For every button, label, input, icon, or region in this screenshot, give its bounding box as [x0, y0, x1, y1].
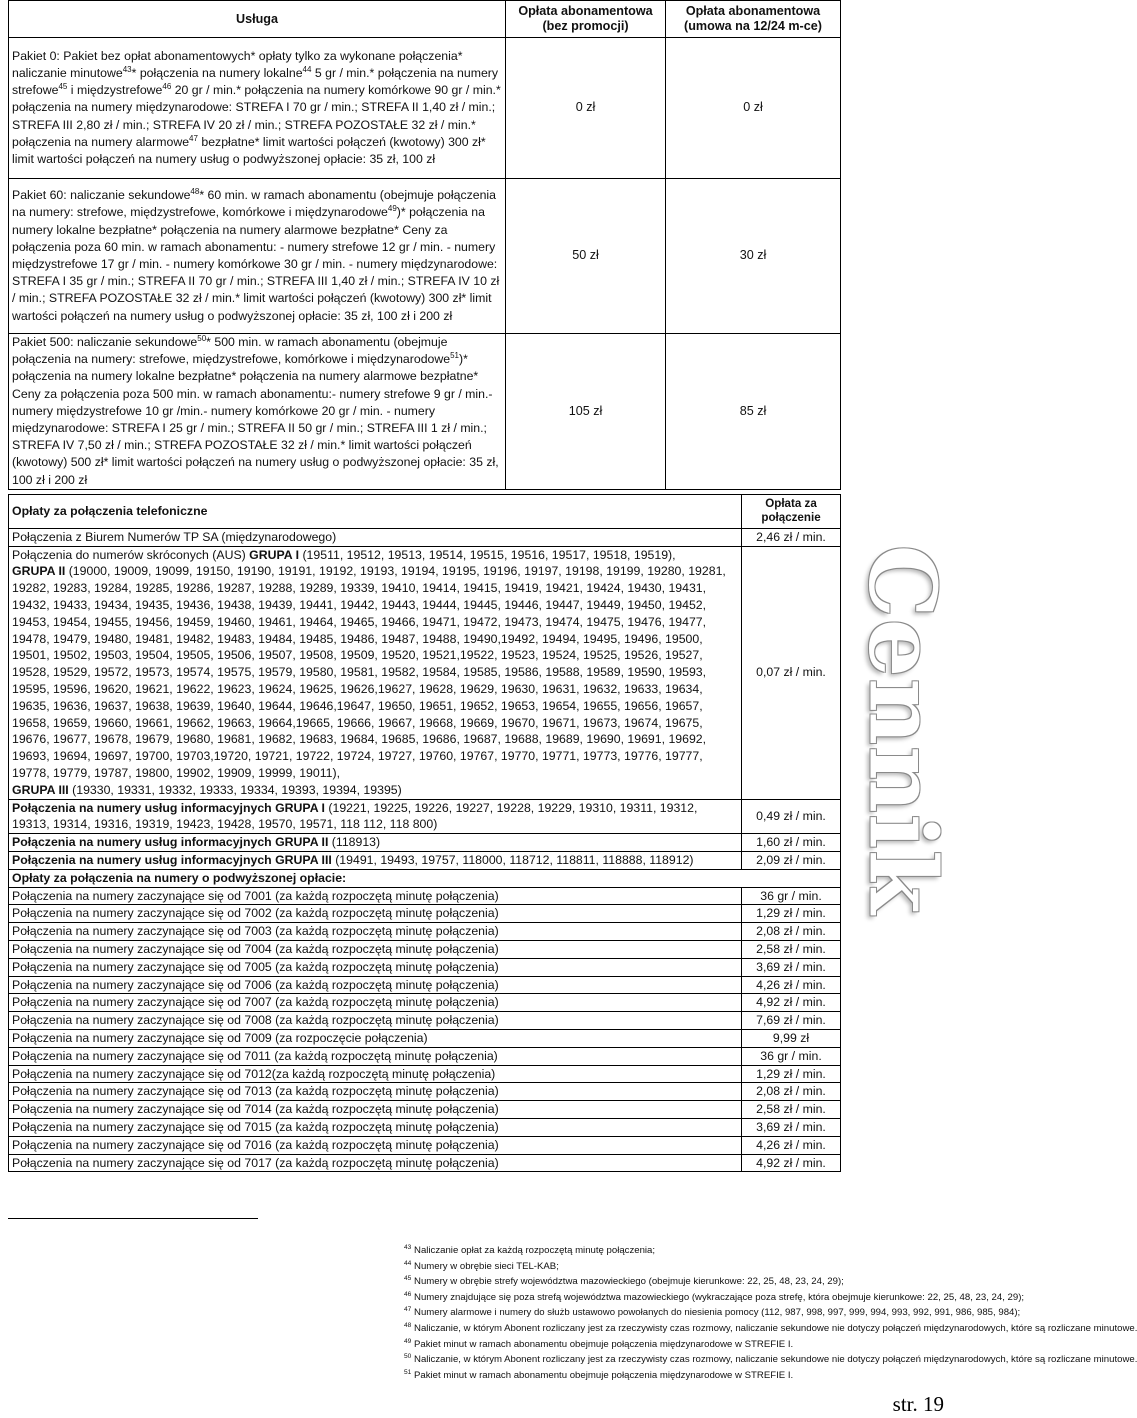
footnote-ref: 43 [122, 64, 132, 74]
premium-number-description: Połączenia na numery zaczynające się od 7007 (za każdą rozpoczętą minutę połączenia) [9, 994, 742, 1012]
footnote-ref: 48 [190, 187, 200, 197]
premium-number-description: Połączenia na numery zaczynające się od 7005 (za każdą rozpoczętą minutę połączenia) [9, 958, 742, 976]
charge-row-info [9, 799, 841, 834]
package-price-contract: 85 zł [666, 334, 841, 490]
package-price-no-promo: 105 zł [506, 334, 666, 490]
info-service-description: Połączenia na numery usług informacyjnych GRUPA I (19221, 19225, 19226, 19227, 19228, 19229, 19310, 19311, 19312, 19313, 19314, 19316, 19319, 19423, 19428, 19570, 19571, 118 112, 118 800) [9, 799, 742, 834]
footnote [404, 1305, 1021, 1321]
charge-price: 0,49 zł / min. [742, 799, 841, 834]
premium-number-description: Połączenia na numery zaczynające się od 7002 (za każdą rozpoczętą minutę połączenia) [9, 905, 742, 923]
footnote [404, 1259, 924, 1275]
premium-number-description: Połączenia na numery zaczynające się od 7004 (za każdą rozpoczętą minutę połączenia) [9, 940, 742, 958]
premium-rate-row [9, 1012, 841, 1030]
cennik-watermark [845, 544, 960, 916]
footnote-text: Numery w obrębie strefy województwa mazowieckiego (obejmuje kierunkowe: 22, 25, 48, 23, 24, 29); [414, 1276, 844, 1288]
premium-rate-row [9, 1101, 841, 1119]
charge-price: 1,60 zł / min. [742, 834, 841, 852]
packages-table [8, 0, 841, 490]
premium-rate-row [9, 1029, 841, 1047]
premium-number-price: 9,99 zł [742, 1029, 841, 1047]
premium-section-header [9, 869, 841, 887]
charge-row-info [9, 851, 841, 869]
premium-number-price: 36 gr / min. [742, 887, 841, 905]
footnotes [404, 1243, 1137, 1383]
footnote-ref: 47 [189, 133, 198, 143]
premium-rate-row [9, 1136, 841, 1154]
package-description [9, 38, 506, 179]
premium-number-price: 4,26 zł / min. [742, 976, 841, 994]
premium-number-price: 7,69 zł / min. [742, 1012, 841, 1030]
premium-number-description: Połączenia na numery zaczynające się od 7012(za każdą rozpoczętą minutę połączenia) [9, 1065, 742, 1083]
premium-number-price: 3,69 zł / min. [742, 1118, 841, 1136]
text-run: 20 gr / min.* połączenia na numery komórkowe 90 gr / min.* połączenia na numery międzynarodowe: STREFA I 70 gr / min.; STREFA II 1,40 zł / min.; STREFA III 2,80 zł / min.; STREFA IV 20 zł / min.; STREFA POZOSTAŁE 32 zł / min.* połączenia na numery alarmowe [12, 83, 501, 149]
footnote-ref: 44 [302, 64, 312, 74]
premium-rate-row [9, 1154, 841, 1172]
text-run: * 60 min. w ramach abonamentu (obejmuje połączenia na numery: strefowe, międzystrefowe, komórkowe i międzynarodowe [12, 188, 496, 220]
call-charges-header [9, 494, 841, 528]
premium-number-description: Połączenia na numery zaczynające się od 7003 (za każdą rozpoczętą minutę połączenia) [9, 923, 742, 941]
premium-rate-row [9, 1065, 841, 1083]
footnote-text: Naliczanie, w którym Abonent rozliczany jest za rzeczywisty czas rozmowy, naliczanie sekundowe nie dotyczy połączeń międzynarodowych, które są rozliczane minutowe. [414, 1354, 1137, 1366]
premium-rate-row [9, 940, 841, 958]
footnote [404, 1352, 1137, 1368]
package-price-no-promo: 0 zł [506, 38, 666, 179]
text-run: Pakiet 500: naliczanie sekundowe [12, 335, 198, 349]
premium-number-description: Połączenia na numery zaczynające się od 7011 (za każdą rozpoczętą minutę połączenia) [9, 1047, 742, 1065]
footnote [404, 1337, 924, 1353]
premium-rate-row [9, 1083, 841, 1101]
premium-number-price: 4,26 zł / min. [742, 1136, 841, 1154]
premium-number-description: Połączenia na numery zaczynające się od 7006 (za każdą rozpoczętą minutę połączenia) [9, 976, 742, 994]
footnote-number: 46 [404, 1290, 412, 1298]
footnote-text: Pakiet minut w ramach abonamentu obejmuje połączenia międzynarodowe w STREFIE I. [414, 1369, 794, 1381]
footnote-number: 47 [404, 1306, 412, 1314]
aus-group-3-label: GRUPA III [12, 782, 69, 797]
footnote-text: Numery alarmowe i numery do służb ustawowo powołanych do niesienia pomocy (112, 987, 998, 997, 999, 994, 993, 992, 991, 986, 985, 984); [414, 1307, 1021, 1319]
text-run: * 500 min. w ramach abonamentu (obejmuje połączenia na numery: strefowe, międzystrefowe, komórkowe i międzynarodowe [12, 335, 451, 367]
packages-table-header [9, 1, 841, 38]
premium-number-price: 4,92 zł / min. [742, 994, 841, 1012]
package-price-no-promo: 50 zł [506, 179, 666, 334]
package-price-contract: 30 zł [666, 179, 841, 334]
footnote-text: Pakiet minut w ramach abonamentu obejmuje połączenia międzynarodowe w STREFIE I. [414, 1338, 794, 1350]
service-column-header: Usługa [9, 1, 506, 38]
footnote-number: 51 [404, 1368, 412, 1376]
premium-rate-rows [9, 887, 841, 1172]
premium-rate-row [9, 905, 841, 923]
charge-row-aus [9, 546, 841, 799]
footnote [404, 1290, 1025, 1306]
premium-rate-row [9, 976, 841, 994]
text-run: )* połączenia na numery lokalne bezpłatne* połączenia na numery alarmowe bezpłatne* Ceny za połączenia poza 500 min. w ramach abonamentu:- numery strefowe 9 gr / min.-numery międzystrefowe 10 gr /min.- numery komórkowe 20 gr / min. - numery międzynarodowe: STREFA I 25 gr / min.; STREFA II 50 gr / min.; STREFA III 1 zł / min.; STREFA IV 7,50 zł / min.; STREFA POZOSTAŁE 32 zł / min.* limit wartości połączeń (kwotowy) 500 zł* limit wartości połączeń na numery usług o podwyższonej opłacie: 35 zł, 100 zł i 200 zł [12, 352, 499, 487]
footnote-number: 44 [404, 1259, 412, 1267]
premium-number-price: 36 gr / min. [742, 1047, 841, 1065]
call-charges-title: Opłaty za połączenia telefoniczne [9, 494, 742, 528]
premium-number-price: 3,69 zł / min. [742, 958, 841, 976]
footnote-text: Numery w obrębie sieci TEL-KAB; [414, 1260, 559, 1272]
premium-number-description: Połączenia na numery zaczynające się od 7008 (za każdą rozpoczętą minutę połączenia) [9, 1012, 742, 1030]
text-run: * połączenia na numery lokalne [131, 65, 303, 80]
text-run: i międzystrefowe [67, 83, 163, 98]
charge-price: 2,46 zł / min. [742, 528, 841, 546]
premium-rate-row [9, 1118, 841, 1136]
aus-group-1-label: GRUPA I [249, 547, 300, 562]
premium-number-description: Połączenia na numery zaczynające się od 7009 (za rozpoczęcie połączenia) [9, 1029, 742, 1047]
footnote-text: Naliczanie, w którym Abonent rozliczany jest za rzeczywisty czas rozmowy, naliczanie sekundowe nie dotyczy połączeń międzynarodowych, które są rozliczane minutowe. [414, 1322, 1137, 1334]
aus-numbers-description: Połączenia do numerów skróconych (AUS) GRUPA I (19511, 19512, 19513, 19514, 19515, 19516, 19517, 19518, 19519), GRUPA II (19000, 19009, 19099, 19150, 19190, 19191, 19192, 19193, 19194, 19195, 19196, 19197, 19198, 19199, 19280, 19281, 19282, 19283, 19284, 19285, 19286, 19287, 19288, 19289, 19339, 19410, 19414, 19415, 19419, 19421, 19424, 19430, 19431, 19432, 19433, 19434, 19435, 19436, 19438, 19439, 19441, 19442, 19443, 19444, 19445, 19446, 19447, 19449, 19450, 19452, 19453, 19454, 19455, 19456, 19459, 19460, 19461, 19464, 19465, 19466, 19471, 19472, 19473, 19474, 19475, 19476, 19477, 19478, 19479, 19480, 19481, 19482, 19483, 19484, 19485, 19486, 19487, 19488, 19490,19492, 19494, 19495, 19496, 19500, 19501, 19502, 19503, 19504, 19505, 19506, 19507, 19508, 19509, 19520, 19521,19522, 19523, 19524, 19525, 19526, 19527, 19528, 19529, 19572, 19573, 19574, 19575, 19579, 19580, 19581, 19582, 19584, 19585, 19586, 19588, 19589, 19590, 19593, 19595, 19596, 19620, 19621, 19622, 19623, 19624, 19625, 19626,19627, 19628, 19629, 19630, 19631, 19632, 19633, 19634, 19635, 19636, 19637, 19638, 19639, 19640, 19644, 19646,19647, 19650, 19651, 19652, 19653, 19654, 19655, 19656, 19657, 19658, 19659, 19660, 19661, 19662, 19663, 19664,19665, 19666, 19667, 19668, 19669, 19670, 19671, 19673, 19674, 19675, 19676, 19677, 19678, 19679, 19680, 19681, 19682, 19683, 19684, 19685, 19686, 19687, 19688, 19689, 19690, 19691, 19692, 19693, 19694, 19697, 19700, 19703,19720, 19721, 19722, 19724, 19727, 19760, 19767, 19770, 19771, 19773, 19776, 19777, 19778, 19779, 19787, 19800, 19902, 19909, 19999, 19011), GRUPA III (19330, 19331, 19332, 19333, 19334, 19393, 19394, 19395) [9, 546, 742, 799]
footnote-ref: 49 [387, 204, 397, 214]
premium-number-price: 2,58 zł / min. [742, 940, 841, 958]
premium-number-description: Połączenia na numery zaczynające się od 7014 (za każdą rozpoczętą minutę połączenia) [9, 1101, 742, 1119]
footnote-number: 45 [404, 1275, 412, 1282]
info-service-description: Połączenia na numery usług informacyjnych GRUPA II (118913) [9, 834, 742, 852]
text-run: 5 gr / min.* połączenia na numery strefowe [12, 65, 499, 98]
price-no-promo-column-header: Opłata abonamentowa (bez promocji) [506, 1, 666, 38]
charge-row-info [9, 834, 841, 852]
footnote-number: 48 [404, 1321, 412, 1329]
footnote-number: 49 [404, 1337, 412, 1345]
charge-description: Połączenia z Biurem Numerów TP SA (międzynarodowego) [9, 528, 742, 546]
premium-number-description: Połączenia na numery zaczynające się od 7001 (za każdą rozpoczętą minutę połączenia) [9, 887, 742, 905]
footnote-number: 50 [404, 1352, 412, 1360]
premium-number-price: 1,29 zł / min. [742, 905, 841, 923]
package-description [9, 179, 506, 334]
package-row [9, 334, 841, 490]
premium-rate-row [9, 887, 841, 905]
premium-rate-row [9, 958, 841, 976]
footnote-text: Naliczanie opłat za każdą rozpoczętą minutę połączenia; [414, 1245, 656, 1256]
footnote-ref: 50 [197, 333, 207, 343]
premium-number-description: Połączenia na numery zaczynające się od 7017 (za każdą rozpoczętą minutę połączenia) [9, 1154, 742, 1172]
footnote-ref: 51 [450, 351, 460, 361]
footnote-number: 43 [404, 1243, 412, 1251]
text-run: Pakiet 0: Pakiet bez opłat abonamentowych* opłaty tylko za wykonane połączenia* naliczanie minutowe [12, 48, 463, 80]
premium-rate-row [9, 923, 841, 941]
footnote-text: Numery znajdujące się poza strefą województwa mazowieckiego (wykraczające poza strefę, która obejmuje kierunkowe: 22, 25, 48, 23, 24, 29); [414, 1291, 1025, 1303]
premium-number-price: 2,58 zł / min. [742, 1101, 841, 1119]
premium-number-price: 2,08 zł / min. [742, 1083, 841, 1101]
watermark-text: Cennik [849, 544, 958, 916]
premium-number-description: Połączenia na numery zaczynające się od 7016 (za każdą rozpoczętą minutę połączenia) [9, 1136, 742, 1154]
footnote [404, 1243, 924, 1259]
aus-group-2-label: GRUPA II [12, 564, 66, 579]
package-price-contract: 0 zł [666, 38, 841, 179]
package-description [9, 334, 506, 490]
text-run: )* połączenia na numery lokalne bezpłatne* połączenia na numery alarmowe bezpłatne* Ceny za połączenia poza 60 min. w ramach abonamentu: - numery strefowe 12 gr / min. - numery międzystrefowe 17 gr / min. - numery komórkowe 30 gr / min. - numery międzynarodowe: STREFA I 35 gr / min.; STREFA II 70 gr / min.; STREFA III 1,40 zł / min.; STREFA IV 10 zł / min.; STREFA POZOSTAŁE 32 zł / min.* limit wartości połączeń (kwotowy) 300 zł* limit wartości połączeń na numery usług o podwyższonej opłacie: 35 zł, 100 zł i 200 zł [12, 205, 500, 323]
premium-number-description: Połączenia na numery zaczynające się od 7015 (za każdą rozpoczętą minutę połączenia) [9, 1118, 742, 1136]
premium-rate-row [9, 994, 841, 1012]
price-contract-column-header: Opłata abonamentowa (umowa na 12/24 m-ce) [666, 1, 841, 38]
package-row [9, 38, 841, 179]
footnote [404, 1321, 1137, 1337]
premium-number-price: 2,08 zł / min. [742, 923, 841, 941]
footnote [404, 1368, 924, 1384]
footnote-divider [8, 1218, 258, 1219]
premium-number-description: Połączenia na numery zaczynające się od 7013 (za każdą rozpoczętą minutę połączenia) [9, 1083, 742, 1101]
page-number: str. 19 [892, 1392, 944, 1416]
package-row [9, 179, 841, 334]
charge-price: 2,09 zł / min. [742, 851, 841, 869]
premium-section-title: Opłaty za połączenia na numery o podwyższonej opłacie: [9, 869, 841, 887]
charge-price: 0,07 zł / min. [742, 546, 841, 799]
info-service-description: Połączenia na numery usług informacyjnych GRUPA III (19491, 19493, 19757, 118000, 118712, 118811, 118888, 118912) [9, 851, 742, 869]
footnote [404, 1274, 924, 1290]
text-run: bezpłatne* limit wartości połączeń (kwotowy) 300 zł* limit wartości połączeń na numery usług o podwyższonej opłacie: 35 zł, 100 zł [12, 134, 486, 166]
premium-number-price: 4,92 zł / min. [742, 1154, 841, 1172]
price-list-page [8, 0, 840, 1172]
call-charges-table [8, 494, 841, 1172]
text-run: Pakiet 60: naliczanie sekundowe [12, 188, 191, 203]
call-charge-column-header: Opłata za połączenie [742, 494, 841, 528]
premium-rate-row [9, 1047, 841, 1065]
footnote-ref: 46 [162, 82, 172, 92]
footnote-ref: 45 [58, 82, 68, 92]
premium-number-price: 1,29 zł / min. [742, 1065, 841, 1083]
charge-row-biuro [9, 528, 841, 546]
